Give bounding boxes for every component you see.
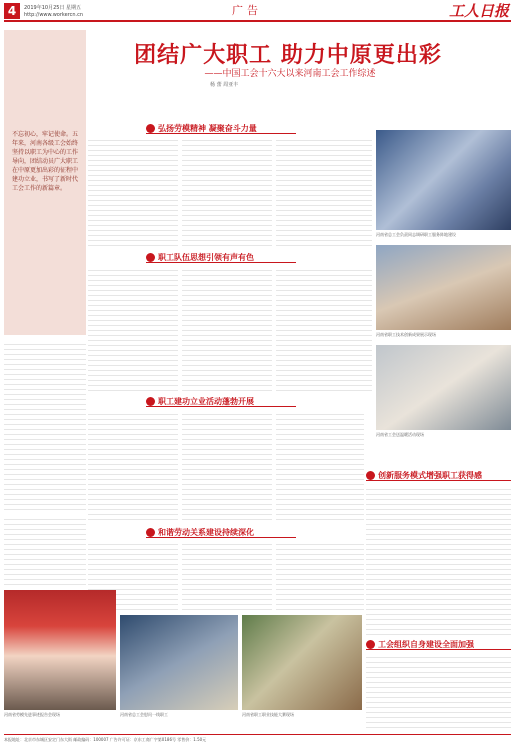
- page-header: [0, 0, 515, 30]
- text-column: [276, 136, 372, 246]
- photo-top-right: [376, 130, 511, 230]
- text-column: [88, 410, 178, 522]
- photo-right-3: [376, 345, 511, 430]
- section-banner: 创新服务模式增强职工获得感: [366, 470, 511, 481]
- section-icon: [146, 124, 155, 133]
- section-banner: 职工建功立业活动蓬勃开展: [146, 396, 296, 407]
- site-url[interactable]: http://www.workercn.cn: [24, 12, 84, 18]
- text-column: [276, 410, 364, 522]
- section-icon: [366, 471, 375, 480]
- text-column: [4, 515, 86, 585]
- page-number: 4: [4, 3, 20, 19]
- section-banner: 工会组织自身建设全面加强: [366, 639, 511, 650]
- text-column: [4, 340, 86, 510]
- text-column: [88, 266, 178, 391]
- headline-subtitle: ——中国工会十六大以来河南工会工作综述: [204, 69, 376, 79]
- photo-caption: 河南省职工技术创新成果展示现场: [376, 332, 436, 337]
- issue-date: 2019年10月25日 星期五: [24, 5, 82, 11]
- photo-caption: 河南省总工会负责同志调研职工服务阵地建设: [376, 232, 456, 237]
- section-icon: [146, 397, 155, 406]
- text-column: [182, 410, 272, 522]
- text-column: [182, 540, 272, 610]
- photo-caption: 河南省职工职业技能大赛现场: [242, 712, 294, 717]
- newspaper-logo: 工人日报: [448, 2, 509, 20]
- page-footer: 本报地址：北京市东城区安定门东大街 邮政编码：100007 广告许可证：京东工商广字第0186号 零售价：1.50元: [4, 734, 511, 744]
- section-icon: [146, 253, 155, 262]
- text-column: [276, 266, 372, 391]
- photo-mid-right: [376, 245, 511, 330]
- section-banner: 和谐劳动关系建设持续深化: [146, 527, 296, 538]
- sidebar-panel: [4, 30, 86, 335]
- section-icon: [146, 528, 155, 537]
- section-title: 广告: [232, 4, 262, 17]
- text-column: [88, 136, 178, 246]
- section-icon: [366, 640, 375, 649]
- photo-caption: 河南省总工会慰问一线职工: [120, 712, 168, 717]
- photo-bottom-mid: [120, 615, 238, 710]
- photo-caption: 河南省劳模先进事迹报告会现场: [4, 712, 60, 717]
- text-column: [366, 653, 511, 731]
- byline: 杨 蕾 周亚丰: [210, 82, 239, 88]
- text-column: [276, 540, 364, 610]
- photo-bottom-left: [4, 590, 116, 710]
- text-column: [366, 485, 511, 635]
- text-column: [182, 136, 272, 246]
- headline-title: 团结广大职工 助力中原更出彩: [134, 42, 442, 68]
- sidebar-text: 不忘初心，牢记使命。五年来，河南各级工会始终坚持以职工为中心的工作导向，团结动员广大职工在中原更加出彩的征程中建功立业，书写了新时代工会工作的新篇章。: [12, 131, 79, 192]
- section-banner: 弘扬劳模精神 凝聚奋斗力量: [146, 123, 296, 134]
- photo-bottom-right: [242, 615, 362, 710]
- text-column: [182, 266, 272, 391]
- header-rule: [4, 20, 511, 22]
- photo-caption: 河南省工会送温暖活动现场: [376, 432, 424, 437]
- section-banner: 职工队伍思想引领有声有色: [146, 252, 296, 263]
